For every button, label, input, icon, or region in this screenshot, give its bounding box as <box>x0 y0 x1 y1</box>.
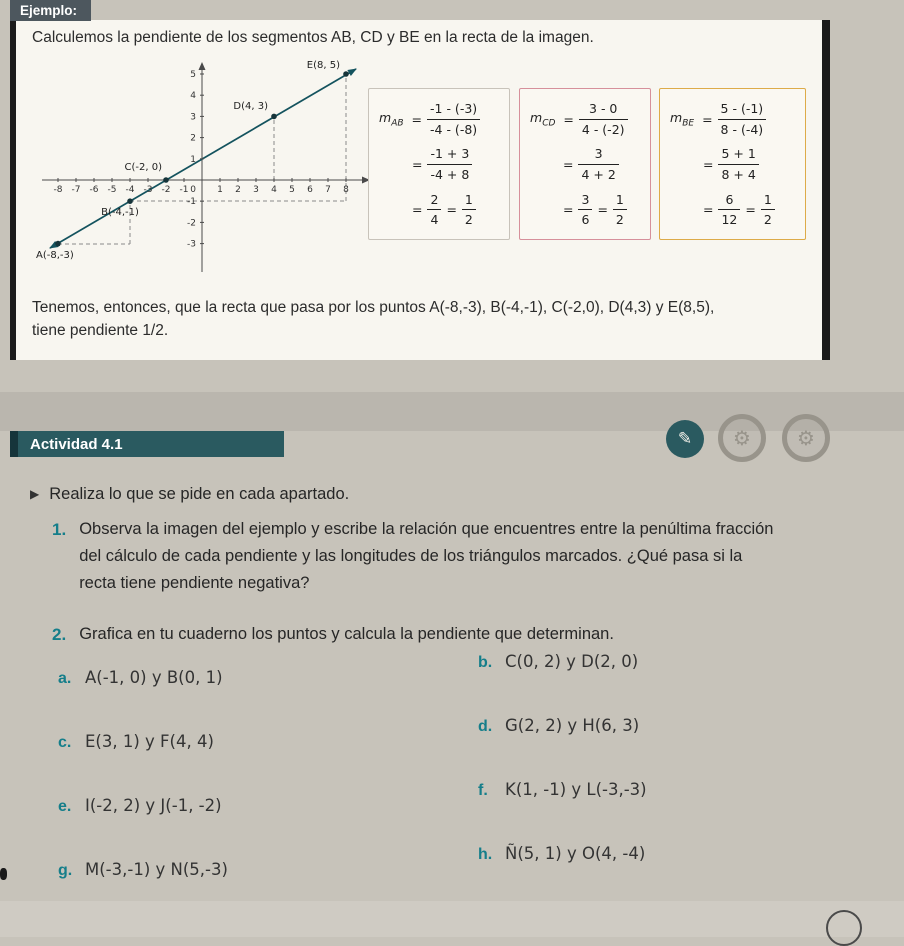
triangle-bullet-icon: ▶ <box>30 487 40 501</box>
svg-text:C(-2, 0): C(-2, 0) <box>124 162 162 173</box>
svg-text:-4: -4 <box>125 185 135 195</box>
equals-sign: = <box>563 156 574 172</box>
svg-text:2: 2 <box>235 185 241 195</box>
equals-sign: = <box>412 202 423 218</box>
svg-text:4: 4 <box>190 91 196 102</box>
svg-text:-3: -3 <box>187 239 196 250</box>
exercise-e <box>58 796 478 816</box>
activity-instruction <box>30 485 349 504</box>
svg-text:-5: -5 <box>107 185 117 195</box>
calc-cd-step-2 <box>530 146 642 182</box>
item-number: 1. <box>52 520 67 539</box>
exercise-h <box>478 844 645 864</box>
exercise-b <box>478 652 638 672</box>
exercise-a <box>58 668 478 688</box>
svg-text:-2: -2 <box>187 218 196 229</box>
fraction: $\frac{5 - (-1)}{8 - (-4)}$ <box>718 101 767 137</box>
svg-text:B(-4,-1): B(-4,-1) <box>101 207 139 218</box>
example-intro-text: Calculemos la pendiente de los segmentos AB, CD y BE en la recta de la imagen. <box>32 29 594 46</box>
instruction-text: Realiza lo que se pide en cada apartado. <box>49 485 350 503</box>
example-badge: Ejemplo: <box>10 0 91 21</box>
svg-text:A(-8,-3): A(-8,-3) <box>36 250 74 261</box>
fraction: $\frac{5 + 1}{8 + 4}$ <box>718 146 758 182</box>
fraction-result: $\frac{1}{2}$ <box>761 192 775 228</box>
svg-text:-7: -7 <box>71 185 81 195</box>
equals-sign: = <box>412 156 423 172</box>
axes <box>42 62 370 272</box>
exercise-row <box>58 844 848 880</box>
fraction-result: $\frac{1}{2}$ <box>613 192 627 228</box>
exercise-f <box>478 780 647 800</box>
fraction: $\frac{-1 + 3}{-4 + 8}$ <box>427 146 472 182</box>
svg-text:1: 1 <box>190 154 196 165</box>
calc-cd-step-3 <box>530 192 642 228</box>
calc-ab-step-3 <box>379 192 501 228</box>
calc-cd-step-1 <box>530 101 642 137</box>
slope-calculation-cd <box>519 88 651 240</box>
item-text: Grafica en tu cuaderno los puntos y calcula la pendiente que determinan. <box>79 625 614 643</box>
svg-text:2: 2 <box>190 133 196 144</box>
page-right-edge <box>822 20 830 360</box>
fraction: $\frac{3 - 0}{4 - (-2)}$ <box>579 101 628 137</box>
fraction: $\frac{6}{12}$ <box>718 192 740 228</box>
calc-be-step-2 <box>670 146 797 182</box>
item-number: 2. <box>52 625 67 644</box>
exercise-text: M(-3,-1) y N(5,-3) <box>85 860 228 879</box>
equals-sign: = <box>597 202 608 218</box>
fraction: $\frac{-1 - (-3)}{-4 - (-8)}$ <box>427 101 480 137</box>
svg-text:E(8, 5): E(8, 5) <box>306 60 340 71</box>
slope-symbol-be: $m_{BE}$ <box>670 109 695 129</box>
line-arrow-top <box>347 65 358 76</box>
svg-text:-2: -2 <box>161 185 171 195</box>
svg-text:-8: -8 <box>53 185 63 195</box>
slope-calculation-ab <box>368 88 510 240</box>
slope-calculation-be <box>659 88 806 240</box>
svg-text:6: 6 <box>307 185 313 195</box>
exercise-label: a. <box>58 670 72 687</box>
equals-sign: = <box>563 202 574 218</box>
calc-be-step-1 <box>670 101 797 137</box>
equals-sign: = <box>702 111 713 127</box>
exercise-text: A(-1, 0) y B(0, 1) <box>85 668 223 687</box>
activity-item-2 <box>52 621 779 648</box>
calc-ab-step-2 <box>379 146 501 182</box>
svg-text:7: 7 <box>325 185 331 195</box>
svg-text:-1: -1 <box>179 185 189 195</box>
exercise-label: h. <box>478 846 493 863</box>
equals-sign: = <box>563 111 574 127</box>
gear-icon: ⚙ <box>718 414 766 462</box>
section-divider-band <box>0 392 904 431</box>
svg-text:-1: -1 <box>187 197 196 208</box>
svg-text:1: 1 <box>217 185 223 195</box>
example-section <box>16 20 822 360</box>
exercise-text: I(-2, 2) y J(-1, -2) <box>85 796 222 815</box>
exercise-g <box>58 860 478 880</box>
fraction: $\frac{3}{6}$ <box>578 192 592 228</box>
activity-item-1 <box>52 516 779 597</box>
exercise-label: f. <box>478 782 488 799</box>
svg-text:4: 4 <box>271 185 277 195</box>
equals-sign: = <box>411 111 423 127</box>
activity-title: Actividad 4.1 <box>30 435 123 453</box>
scan-artifact-dot <box>0 868 7 880</box>
calc-be-step-3 <box>670 192 797 228</box>
exercise-label: c. <box>58 734 72 751</box>
exercise-row <box>58 716 848 752</box>
fraction: $\frac{3}{4 + 2}$ <box>578 146 618 182</box>
exercise-text: E(3, 1) y F(4, 4) <box>85 732 214 751</box>
svg-text:8: 8 <box>343 185 349 195</box>
header-accent-bar <box>10 431 18 457</box>
svg-text:D(4, 3): D(4, 3) <box>233 101 268 112</box>
exercise-label: d. <box>478 718 493 735</box>
item-text: Observa la imagen del ejemplo y escribe la relación que encuentres entre la penúltima fracción del cálculo de cada pendiente y las longitudes de los triángulos marcados. ¿Qué pasa si la recta tiene pendiente negativa? <box>79 520 774 592</box>
fraction: $\frac{2}{4}$ <box>427 192 441 228</box>
exercise-row <box>58 780 848 816</box>
svg-text:3: 3 <box>190 112 196 123</box>
pencil-icon: ✎ <box>666 420 704 458</box>
exercise-list <box>58 652 848 924</box>
equals-sign: = <box>745 202 756 218</box>
equals-sign: = <box>703 156 714 172</box>
example-conclusion-text: Tenemos, entonces, que la recta que pasa por los puntos A(-8,-3), B(-4,-1), C(-2,0), D(4,3) y E(8,5), tiene pendiente 1/2. <box>32 299 715 339</box>
exercise-row <box>58 652 848 688</box>
exercise-label: e. <box>58 798 72 815</box>
exercise-text: C(0, 2) y D(2, 0) <box>505 652 639 671</box>
exercise-label: g. <box>58 862 73 879</box>
slope-symbol-ab: $m_{AB}$ <box>379 109 404 129</box>
svg-text:5: 5 <box>190 70 196 80</box>
svg-text:5: 5 <box>289 185 295 195</box>
exercise-text: Ñ(5, 1) y O(4, -4) <box>505 844 646 863</box>
slope-symbol-cd: $m_{CD}$ <box>530 109 556 129</box>
coordinate-plane <box>30 58 378 280</box>
exercise-d <box>478 716 639 736</box>
svg-text:3: 3 <box>253 185 259 195</box>
equals-sign: = <box>703 202 714 218</box>
equals-sign: = <box>446 202 457 218</box>
svg-text:-3: -3 <box>143 185 153 195</box>
gear-icon: ⚙ <box>782 414 830 462</box>
svg-text:0: 0 <box>190 185 196 195</box>
activity-header <box>10 431 284 457</box>
fraction-result: $\frac{1}{2}$ <box>462 192 476 228</box>
exercise-text: K(1, -1) y L(-3,-3) <box>505 780 647 799</box>
exercise-label: b. <box>478 654 493 671</box>
svg-text:-6: -6 <box>89 185 99 195</box>
exercise-c <box>58 732 478 752</box>
exercise-text: G(2, 2) y H(6, 3) <box>505 716 640 735</box>
calc-ab-step-1 <box>379 101 501 137</box>
